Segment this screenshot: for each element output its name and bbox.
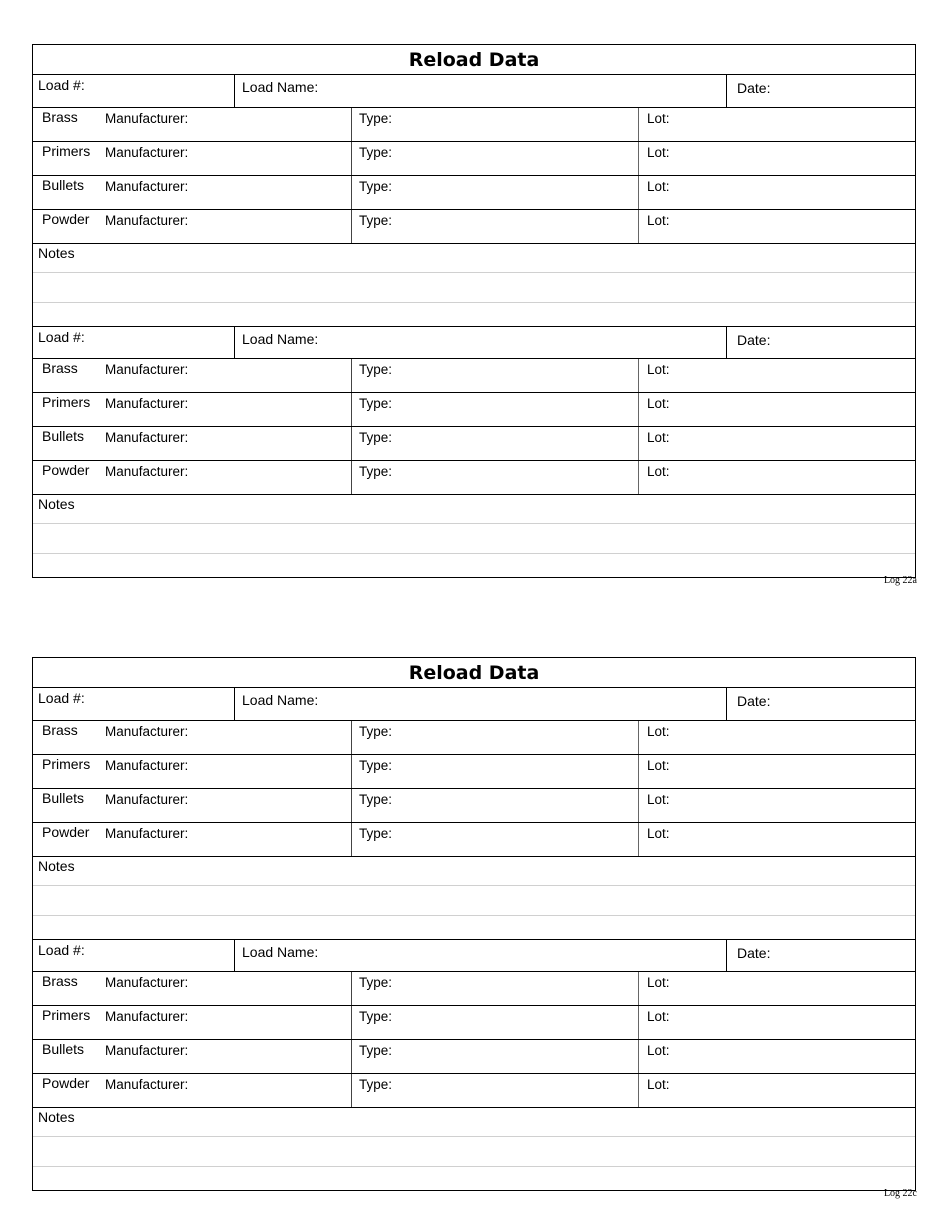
type-field[interactable]: Type: (351, 461, 639, 494)
load-name-field[interactable] (235, 327, 727, 358)
notes-area[interactable] (33, 244, 915, 326)
reload-form-1 (32, 44, 916, 578)
component-label: Bullets (42, 177, 85, 193)
type-field[interactable]: Type: (351, 755, 639, 788)
lot-field[interactable]: Lot: (647, 430, 670, 445)
manufacturer-field[interactable]: Manufacturer: (105, 975, 189, 990)
component-label: Primers (42, 394, 91, 410)
type-field[interactable]: Type: (351, 142, 639, 175)
load-name-label: Load Name: (242, 944, 319, 960)
notes-line[interactable] (33, 524, 915, 554)
date-label: Date: (737, 80, 771, 96)
type-field[interactable]: Type: (351, 721, 639, 754)
component-label: Bullets (42, 1041, 85, 1057)
component-label: Bullets (42, 790, 85, 806)
notes-line[interactable] (33, 303, 915, 326)
component-row-brass (33, 972, 915, 1006)
lot-field[interactable]: Lot: (647, 396, 670, 411)
load-number-field[interactable] (33, 327, 235, 358)
component-label: Powder (42, 824, 90, 840)
form-title: Reload Data (33, 658, 915, 688)
lot-field[interactable]: Lot: (647, 826, 670, 841)
notes-line[interactable] (33, 554, 915, 577)
manufacturer-field[interactable]: Manufacturer: (105, 179, 189, 194)
component-row-bullets (33, 427, 915, 461)
notes-area[interactable] (33, 495, 915, 577)
component-label: Brass (42, 722, 78, 738)
type-field[interactable]: Type: (351, 359, 639, 392)
load-number-field[interactable] (33, 75, 235, 107)
load-number-field[interactable] (33, 940, 235, 971)
date-field[interactable] (727, 688, 915, 720)
component-label: Powder (42, 462, 90, 478)
component-row-powder (33, 1074, 915, 1108)
type-field[interactable]: Type: (351, 1006, 639, 1039)
notes-line[interactable] (33, 1137, 915, 1167)
load-header (33, 688, 915, 721)
component-label: Brass (42, 360, 78, 376)
type-field[interactable]: Type: (351, 393, 639, 426)
component-label: Brass (42, 109, 78, 125)
type-field[interactable]: Type: (351, 210, 639, 243)
lot-field[interactable]: Lot: (647, 1009, 670, 1024)
lot-field[interactable]: Lot: (647, 758, 670, 773)
manufacturer-field[interactable]: Manufacturer: (105, 213, 189, 228)
date-label: Date: (737, 332, 771, 348)
load-number-field[interactable] (33, 688, 235, 720)
lot-field[interactable]: Lot: (647, 145, 670, 160)
manufacturer-field[interactable]: Manufacturer: (105, 724, 189, 739)
manufacturer-field[interactable]: Manufacturer: (105, 111, 189, 126)
manufacturer-field[interactable]: Manufacturer: (105, 362, 189, 377)
form-code-label: Log 22c (883, 1188, 917, 1199)
manufacturer-field[interactable]: Manufacturer: (105, 464, 189, 479)
component-row-primers (33, 142, 915, 176)
component-row-primers (33, 393, 915, 427)
notes-line[interactable] (33, 1167, 915, 1190)
load-name-label: Load Name: (242, 692, 319, 708)
component-label: Primers (42, 1007, 91, 1023)
lot-field[interactable]: Lot: (647, 1077, 670, 1092)
type-field[interactable]: Type: (351, 176, 639, 209)
component-row-bullets (33, 176, 915, 210)
load-number-label: Load #: (38, 942, 85, 958)
form-title: Reload Data (33, 45, 915, 75)
manufacturer-field[interactable]: Manufacturer: (105, 1043, 189, 1058)
load-header (33, 939, 915, 972)
notes-area[interactable] (33, 1108, 915, 1190)
lot-field[interactable]: Lot: (647, 362, 670, 377)
type-field[interactable]: Type: (351, 1074, 639, 1107)
type-field[interactable]: Type: (351, 108, 639, 141)
load-number-label: Load #: (38, 690, 85, 706)
lot-field[interactable]: Lot: (647, 464, 670, 479)
manufacturer-field[interactable]: Manufacturer: (105, 792, 189, 807)
notes-line[interactable] (33, 273, 915, 303)
notes-line[interactable] (33, 886, 915, 916)
component-label: Bullets (42, 428, 85, 444)
manufacturer-field[interactable]: Manufacturer: (105, 1009, 189, 1024)
notes-area[interactable] (33, 857, 915, 939)
component-row-powder (33, 210, 915, 244)
notes-label: Notes (33, 495, 915, 524)
component-row-bullets (33, 1040, 915, 1074)
component-label: Brass (42, 973, 78, 989)
manufacturer-field[interactable]: Manufacturer: (105, 145, 189, 160)
manufacturer-field[interactable]: Manufacturer: (105, 826, 189, 841)
type-field[interactable]: Type: (351, 972, 639, 1005)
load-header (33, 75, 915, 108)
component-label: Powder (42, 1075, 90, 1091)
type-field[interactable]: Type: (351, 823, 639, 856)
load-name-label: Load Name: (242, 79, 319, 95)
notes-label: Notes (33, 244, 915, 273)
date-label: Date: (737, 693, 771, 709)
reload-form-2 (32, 657, 916, 1191)
component-label: Powder (42, 211, 90, 227)
lot-field[interactable]: Lot: (647, 975, 670, 990)
notes-line[interactable] (33, 916, 915, 939)
date-label: Date: (737, 945, 771, 961)
lot-field[interactable]: Lot: (647, 111, 670, 126)
component-row-brass (33, 108, 915, 142)
load-name-label: Load Name: (242, 331, 319, 347)
load-number-label: Load #: (38, 329, 85, 345)
notes-label: Notes (33, 857, 915, 886)
lot-field[interactable]: Lot: (647, 724, 670, 739)
lot-field[interactable]: Lot: (647, 1043, 670, 1058)
load-name-field[interactable] (235, 688, 727, 720)
lot-field[interactable]: Lot: (647, 213, 670, 228)
load-number-label: Load #: (38, 77, 85, 93)
type-field[interactable]: Type: (351, 427, 639, 460)
manufacturer-field[interactable]: Manufacturer: (105, 396, 189, 411)
component-row-primers (33, 755, 915, 789)
date-field[interactable] (727, 940, 915, 971)
load-name-field[interactable] (235, 940, 727, 971)
type-field[interactable]: Type: (351, 1040, 639, 1073)
date-field[interactable] (727, 327, 915, 358)
component-label: Primers (42, 756, 91, 772)
form-code-label: Log 22a (883, 575, 917, 586)
lot-field[interactable]: Lot: (647, 792, 670, 807)
manufacturer-field[interactable]: Manufacturer: (105, 430, 189, 445)
lot-field[interactable]: Lot: (647, 179, 670, 194)
component-row-brass (33, 721, 915, 755)
component-row-primers (33, 1006, 915, 1040)
manufacturer-field[interactable]: Manufacturer: (105, 758, 189, 773)
date-field[interactable] (727, 75, 915, 107)
component-row-brass (33, 359, 915, 393)
component-row-powder (33, 461, 915, 495)
type-field[interactable]: Type: (351, 789, 639, 822)
component-row-powder (33, 823, 915, 857)
component-row-bullets (33, 789, 915, 823)
load-header (33, 326, 915, 359)
component-label: Primers (42, 143, 91, 159)
manufacturer-field[interactable]: Manufacturer: (105, 1077, 189, 1092)
notes-label: Notes (33, 1108, 915, 1137)
load-name-field[interactable] (235, 75, 727, 107)
